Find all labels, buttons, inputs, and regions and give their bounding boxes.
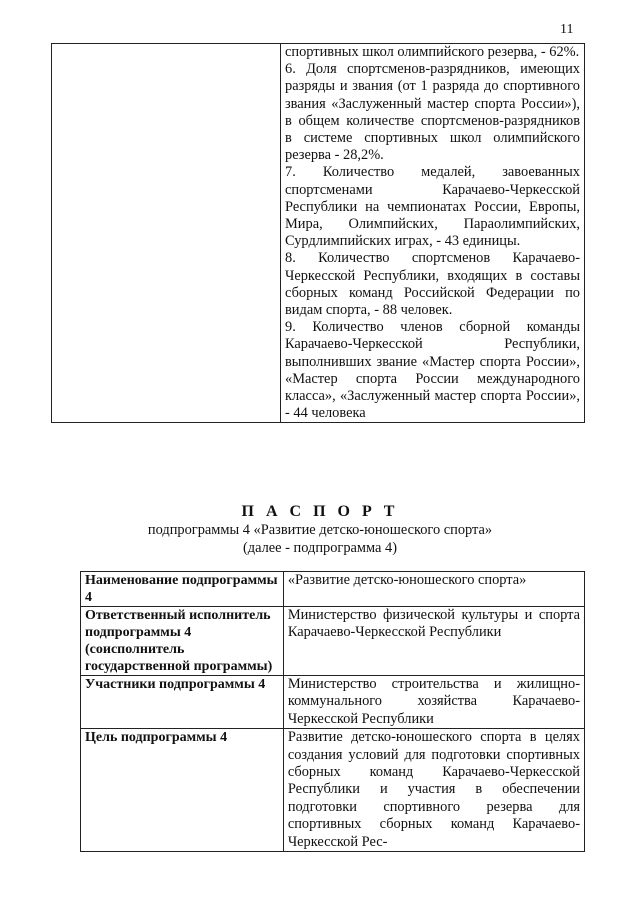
page-number: 11: [560, 22, 574, 37]
table-row: [81, 729, 585, 852]
row-value: Министерство строительства и жилищно-коммунального хозяйства Карачаево-Черкесской Республики: [283, 676, 584, 729]
indicator-item: 9. Количество членов сборной команды Карачаево-Черкесской Республики, выполнивших звание «Мастер спорта России», «Мастер спорта России международного класса», «Заслуженный мастер спорта России», - 44 человека: [285, 319, 580, 422]
indicators-cell: [281, 44, 585, 423]
row-label: Участники подпрограммы 4: [81, 676, 284, 729]
row-value: Министерство физической культуры и спорта Карачаево-Черкесской Республики: [283, 607, 584, 676]
indicator-item: 7. Количество медалей, завоеванных спортсменами Карачаево-Черкесской Республики на чемпионатах России, Европы, Мира, Олимпийских, Параолимпийских, Сурдлимпийских играх, - 43 единицы.: [285, 164, 580, 250]
table-row: [81, 676, 585, 729]
table-row: [52, 44, 585, 423]
row-label: Ответственный исполнитель подпрограммы 4 (соисполнитель государственной программы): [81, 607, 284, 676]
passport-title: П А С П О Р Т: [241, 503, 399, 520]
passport-subtitle: подпрограммы 4 «Развитие детско-юношеского спорта»: [147, 522, 493, 538]
row-value: Развитие детско-юношеского спорта в целях создания условий для подготовки спортивных сборных команд Карачаево-Черкесской Республики и участия в обеспечении подготовки спортивного резерва для спортивных сборных команд Карачаево-Черкесской Рес-: [283, 729, 584, 852]
empty-left-cell: [52, 44, 281, 423]
passport-subtitle-note: (далее - подпрограмма 4): [242, 540, 398, 556]
passport-table: [80, 571, 585, 852]
table-row: [81, 572, 585, 607]
row-label: Цель подпрограммы 4: [81, 729, 284, 852]
indicator-item: спортивных школ олимпийского резерва, - 62%.: [285, 44, 580, 60]
indicator-item: 8. Количество спортсменов Карачаево-Черкесской Республики, входящих в составы сборных команд Российской Федерации по видам спорта, - 88 человек.: [285, 250, 580, 319]
row-label: Наименование подпрограммы 4: [81, 572, 284, 607]
row-value: «Развитие детско-юношеского спорта»: [283, 572, 584, 607]
indicator-item: 6. Доля спортсменов-разрядников, имеющих разряды и звания (от 1 разряда до спортивного звания «Заслуженный мастер спорта России»), в общем количестве спортсменов-разрядников в системе спортивных школ олимпийского резерва - 28,2%.: [285, 61, 580, 164]
indicators-table-continuation: [51, 43, 585, 423]
table-row: [81, 607, 585, 676]
